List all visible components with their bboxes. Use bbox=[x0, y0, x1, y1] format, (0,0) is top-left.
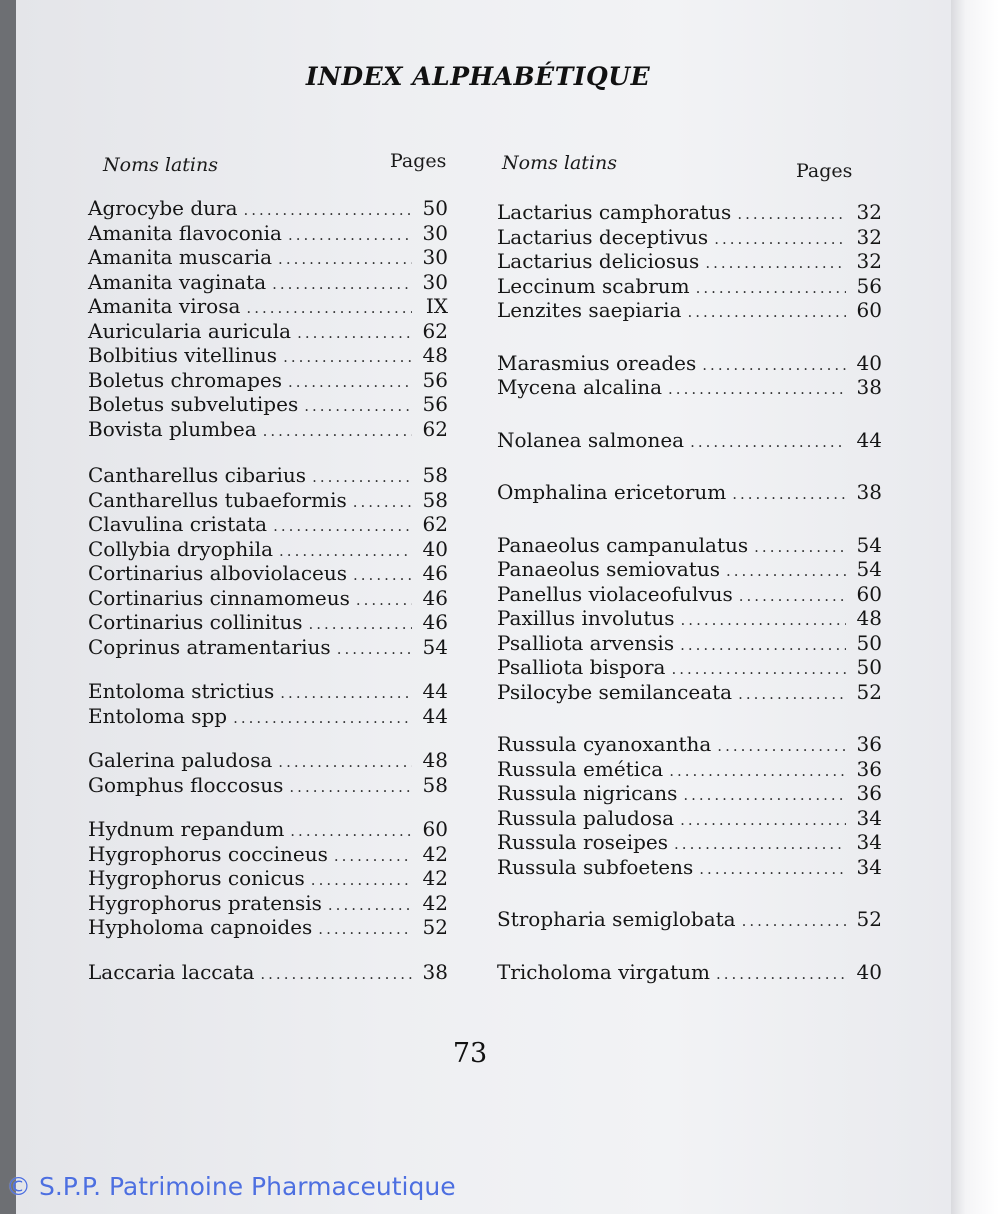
index-group bbox=[497, 732, 882, 879]
index-entry bbox=[497, 200, 882, 225]
index-entry bbox=[497, 631, 882, 656]
dot-leader bbox=[318, 917, 412, 942]
dot-leader bbox=[726, 559, 846, 584]
dot-leader bbox=[290, 819, 412, 844]
dot-leader bbox=[312, 465, 412, 490]
index-group bbox=[88, 463, 448, 659]
dot-leader bbox=[328, 893, 412, 918]
dot-leader bbox=[246, 296, 412, 321]
species-name: Cortinarius alboviolaceus bbox=[88, 561, 348, 585]
index-entry bbox=[497, 428, 882, 453]
index-entry bbox=[88, 586, 448, 611]
dot-leader bbox=[356, 588, 412, 613]
index-entry bbox=[88, 245, 448, 270]
dot-leader bbox=[288, 370, 412, 395]
index-entry bbox=[497, 533, 882, 558]
species-name: Agrocybe dura bbox=[88, 196, 238, 220]
dot-leader bbox=[687, 300, 846, 325]
page-reference: 34 bbox=[856, 830, 882, 854]
species-name: Russula emética bbox=[497, 756, 664, 781]
index-entry bbox=[88, 817, 448, 842]
species-name: Russula subfoetens bbox=[497, 854, 694, 879]
page-reference: 62 bbox=[422, 416, 448, 441]
page-reference: 34 bbox=[856, 854, 882, 879]
species-name: Boletus subvelutipes bbox=[88, 392, 299, 416]
species-name: Psilocybe semilanceata bbox=[497, 679, 733, 704]
page-reference: 48 bbox=[856, 606, 882, 630]
dot-leader bbox=[680, 808, 846, 833]
dot-leader bbox=[754, 535, 846, 560]
left-pages-header: Pages bbox=[390, 150, 447, 172]
page-reference: 46 bbox=[422, 561, 448, 585]
dot-leader bbox=[690, 430, 846, 455]
dot-leader bbox=[260, 962, 412, 987]
dot-leader bbox=[244, 198, 412, 223]
index-entry bbox=[497, 757, 882, 782]
species-name: Mycena alcalina bbox=[497, 375, 663, 399]
species-name: Hydnum repandum bbox=[88, 817, 285, 841]
species-name: Lactarius deliciosus bbox=[497, 249, 700, 273]
species-name: Nolanea salmonea bbox=[497, 427, 685, 452]
index-group bbox=[497, 351, 882, 400]
index-group bbox=[88, 817, 448, 940]
index-entry bbox=[497, 855, 882, 880]
index-entry bbox=[497, 249, 882, 274]
dot-leader bbox=[334, 844, 412, 869]
index-entry bbox=[497, 655, 882, 680]
index-entry bbox=[88, 319, 448, 344]
index-entry bbox=[88, 368, 448, 393]
index-entry bbox=[88, 561, 448, 586]
page-reference: 52 bbox=[856, 907, 882, 931]
index-entry bbox=[88, 610, 448, 635]
species-name: Hygrophorus coccineus bbox=[88, 841, 328, 866]
species-name: Tricholoma virgatum bbox=[497, 959, 710, 984]
dot-leader bbox=[279, 539, 412, 564]
dot-leader bbox=[668, 377, 846, 402]
page-reference: 40 bbox=[856, 959, 882, 984]
species-name: Amanita virosa bbox=[88, 294, 241, 318]
page-reference: 42 bbox=[422, 841, 448, 866]
index-entry bbox=[88, 196, 448, 221]
index-group bbox=[497, 533, 882, 705]
index-entry bbox=[88, 635, 448, 660]
page-title: INDEX ALPHABÉTIQUE bbox=[305, 62, 651, 91]
page-reference: 36 bbox=[856, 732, 882, 756]
dot-leader bbox=[278, 750, 412, 775]
index-entry bbox=[88, 773, 448, 798]
species-name: Amanita vaginata bbox=[88, 269, 267, 294]
dot-leader bbox=[674, 832, 846, 857]
index-entry bbox=[88, 463, 448, 488]
left-index-column bbox=[88, 196, 448, 1004]
page-reference: 34 bbox=[856, 805, 882, 830]
index-entry bbox=[88, 294, 448, 319]
right-index-column bbox=[497, 200, 882, 1012]
index-entry bbox=[88, 392, 448, 417]
page-reference: 32 bbox=[856, 200, 882, 224]
index-entry bbox=[88, 221, 448, 246]
species-name: Hygrophorus conicus bbox=[88, 866, 305, 890]
dot-leader bbox=[714, 227, 846, 252]
page-reference: 58 bbox=[422, 487, 448, 512]
dot-leader bbox=[304, 394, 412, 419]
page-reference: 54 bbox=[856, 557, 882, 581]
species-name: Russula cyanoxantha bbox=[497, 732, 712, 756]
page-reference: 40 bbox=[856, 350, 882, 375]
dot-leader bbox=[233, 706, 412, 731]
species-name: Hypholoma capnoides bbox=[88, 915, 313, 939]
dot-leader bbox=[273, 514, 412, 539]
page-reference: 38 bbox=[856, 375, 882, 399]
page-reference: 30 bbox=[422, 245, 448, 269]
index-entry bbox=[88, 417, 448, 442]
species-name: Panaeolus campanulatus bbox=[497, 532, 749, 557]
species-name: Bovista plumbea bbox=[88, 416, 257, 441]
index-entry bbox=[88, 679, 448, 704]
index-group bbox=[497, 428, 882, 453]
index-entry bbox=[88, 915, 448, 940]
page-reference: 54 bbox=[422, 634, 448, 659]
page-reference: 50 bbox=[422, 196, 448, 220]
index-entry bbox=[88, 537, 448, 562]
index-group bbox=[88, 960, 448, 985]
index-entry bbox=[497, 274, 882, 299]
index-entry bbox=[497, 557, 882, 582]
index-group bbox=[88, 196, 448, 441]
index-group bbox=[88, 748, 448, 797]
species-name: Boletus chromapes bbox=[88, 367, 282, 392]
index-entry bbox=[497, 298, 882, 323]
index-entry bbox=[88, 891, 448, 916]
index-entry bbox=[497, 781, 882, 806]
dot-leader bbox=[278, 247, 412, 272]
index-entry bbox=[497, 480, 882, 505]
dot-leader bbox=[737, 202, 846, 227]
dot-leader bbox=[272, 272, 412, 297]
page-reference: 58 bbox=[422, 463, 448, 487]
dot-leader bbox=[288, 223, 412, 248]
index-entry bbox=[88, 270, 448, 295]
dot-leader bbox=[716, 962, 846, 987]
page-reference: 46 bbox=[422, 610, 448, 634]
dot-leader bbox=[669, 759, 846, 784]
dot-leader bbox=[309, 612, 413, 637]
index-entry bbox=[88, 842, 448, 867]
dot-leader bbox=[732, 482, 846, 507]
dot-leader bbox=[263, 419, 412, 444]
page-reference: 52 bbox=[422, 915, 448, 939]
species-name: Psalliota bispora bbox=[497, 655, 666, 679]
index-entry bbox=[497, 830, 882, 855]
dot-leader bbox=[681, 608, 846, 633]
species-name: Laccaria laccata bbox=[88, 959, 255, 984]
species-name: Russula nigricans bbox=[497, 781, 678, 805]
index-group bbox=[497, 960, 882, 985]
species-name: Galerina paludosa bbox=[88, 748, 273, 772]
species-name: Lactarius deceptivus bbox=[497, 224, 709, 249]
species-name: Omphalina ericetorum bbox=[497, 480, 727, 504]
dot-leader bbox=[742, 909, 846, 934]
dot-leader bbox=[353, 490, 412, 515]
species-name: Paxillus involutus bbox=[497, 606, 675, 630]
dot-leader bbox=[297, 321, 412, 346]
page-reference: IX bbox=[425, 294, 448, 318]
dot-leader bbox=[717, 734, 846, 759]
index-entry bbox=[88, 343, 448, 368]
right-pages-header: Pages bbox=[796, 160, 853, 182]
page-reference: 56 bbox=[422, 392, 448, 416]
page-reference: 50 bbox=[856, 630, 882, 655]
species-name: Entoloma strictius bbox=[88, 679, 275, 703]
index-entry bbox=[497, 375, 882, 400]
page-reference: 54 bbox=[856, 532, 882, 557]
page-reference: 50 bbox=[856, 655, 882, 679]
species-name: Cantharellus cibarius bbox=[88, 463, 307, 487]
index-group bbox=[497, 480, 882, 505]
page-reference: 30 bbox=[422, 269, 448, 294]
page-reference: 56 bbox=[422, 367, 448, 392]
page-reference: 62 bbox=[422, 318, 448, 343]
index-group bbox=[88, 679, 448, 728]
page-reference: 38 bbox=[422, 959, 448, 984]
species-name: Collybia dryophila bbox=[88, 536, 274, 561]
index-entry bbox=[497, 225, 882, 250]
index-entry bbox=[88, 748, 448, 773]
page-edge bbox=[951, 0, 999, 1214]
index-entry bbox=[88, 704, 448, 729]
species-name: Lenzites saepiaria bbox=[497, 298, 682, 322]
species-name: Panaeolus semiovatus bbox=[497, 557, 720, 581]
page-reference: 58 bbox=[422, 772, 448, 797]
species-name: Cortinarius cinnamomeus bbox=[88, 585, 350, 610]
page-reference: 32 bbox=[856, 249, 882, 273]
dot-leader bbox=[738, 682, 846, 707]
index-entry bbox=[88, 866, 448, 891]
dot-leader bbox=[671, 657, 846, 682]
dot-leader bbox=[702, 353, 846, 378]
page-reference: 36 bbox=[856, 756, 882, 781]
page-reference: 60 bbox=[856, 298, 882, 322]
species-name: Clavulina cristata bbox=[88, 512, 268, 536]
right-names-header: Noms latins bbox=[502, 152, 617, 174]
dot-leader bbox=[280, 681, 412, 706]
species-name: Hygrophorus pratensis bbox=[88, 890, 322, 915]
page-reference: 48 bbox=[422, 748, 448, 772]
species-name: Marasmius oreades bbox=[497, 350, 697, 375]
dot-leader bbox=[680, 633, 846, 658]
left-names-header: Noms latins bbox=[103, 154, 218, 176]
page-reference: 46 bbox=[422, 585, 448, 610]
species-name: Amanita flavoconia bbox=[88, 220, 282, 245]
page-reference: 44 bbox=[856, 427, 882, 452]
species-name: Auricularia auricula bbox=[88, 318, 292, 343]
index-entry bbox=[497, 960, 882, 985]
index-entry bbox=[88, 512, 448, 537]
index-entry bbox=[88, 488, 448, 513]
species-name: Cortinarius collinitus bbox=[88, 610, 303, 634]
index-entry bbox=[497, 351, 882, 376]
dot-leader bbox=[353, 563, 412, 588]
index-entry bbox=[497, 680, 882, 705]
index-entry bbox=[497, 606, 882, 631]
page-reference: 52 bbox=[856, 679, 882, 704]
species-name: Bolbitius vitellinus bbox=[88, 343, 278, 367]
index-entry bbox=[497, 582, 882, 607]
species-name: Russula paludosa bbox=[497, 805, 675, 830]
dot-leader bbox=[739, 584, 846, 609]
index-entry bbox=[497, 907, 882, 932]
page-reference: 36 bbox=[856, 781, 882, 805]
page-reference: 30 bbox=[422, 220, 448, 245]
species-name: Leccinum scabrum bbox=[497, 273, 690, 298]
species-name: Psalliota arvensis bbox=[497, 630, 675, 655]
species-name: Gomphus floccosus bbox=[88, 772, 284, 797]
page-reference: 60 bbox=[422, 817, 448, 841]
index-group bbox=[497, 907, 882, 932]
index-entry bbox=[497, 806, 882, 831]
dot-leader bbox=[683, 783, 846, 808]
copyright-watermark: © S.P.P. Patrimoine Pharmaceutique bbox=[6, 1172, 456, 1201]
dot-leader bbox=[283, 345, 412, 370]
dot-leader bbox=[289, 775, 412, 800]
page-reference: 60 bbox=[856, 581, 882, 606]
species-name: Panellus violaceofulvus bbox=[497, 581, 733, 606]
page-reference: 56 bbox=[856, 273, 882, 298]
dot-leader bbox=[311, 868, 412, 893]
page-reference: 62 bbox=[422, 512, 448, 536]
species-name: Russula roseipes bbox=[497, 830, 669, 854]
page-reference: 32 bbox=[856, 224, 882, 249]
index-entry bbox=[88, 960, 448, 985]
species-name: Stropharia semiglobata bbox=[497, 907, 736, 931]
species-name: Entoloma spp bbox=[88, 703, 228, 728]
dot-leader bbox=[337, 637, 412, 662]
page-reference: 44 bbox=[422, 679, 448, 703]
species-name: Lactarius camphoratus bbox=[497, 200, 732, 224]
page-reference: 38 bbox=[856, 480, 882, 504]
page-reference: 48 bbox=[422, 343, 448, 367]
dot-leader bbox=[705, 251, 846, 276]
page-reference: 44 bbox=[422, 703, 448, 728]
species-name: Amanita muscaria bbox=[88, 245, 273, 269]
dot-leader bbox=[696, 276, 846, 301]
index-group bbox=[497, 200, 882, 323]
species-name: Coprinus atramentarius bbox=[88, 634, 331, 659]
species-name: Cantharellus tubaeformis bbox=[88, 487, 347, 512]
page-reference: 40 bbox=[422, 536, 448, 561]
page-reference: 42 bbox=[422, 866, 448, 890]
page-number: 73 bbox=[452, 1038, 488, 1069]
page-reference: 42 bbox=[422, 890, 448, 915]
dot-leader bbox=[699, 857, 846, 882]
index-entry bbox=[497, 732, 882, 757]
